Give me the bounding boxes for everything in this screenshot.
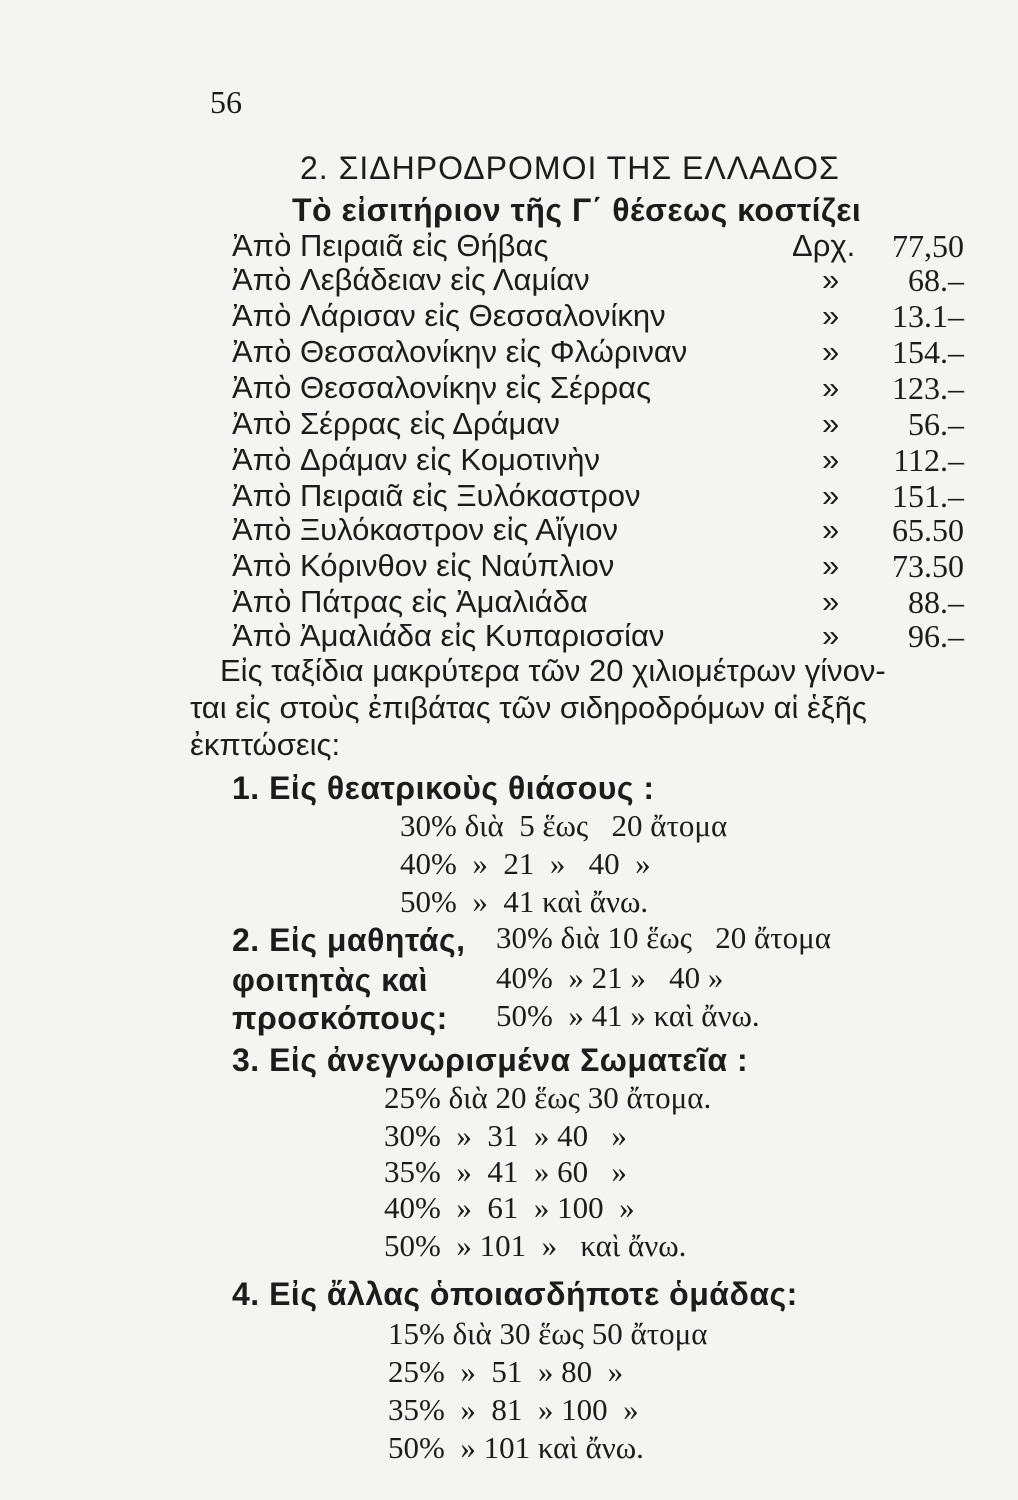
fare-row [232, 548, 964, 584]
page-number: 56 [210, 84, 242, 120]
fare-price: 112.– [893, 442, 964, 478]
fare-route: Πειραιᾶ εἰς Ξυλόκαστρον [300, 478, 641, 513]
discount-line: 15% διὰ 30 ἕως 50 ἄτομα [388, 1316, 708, 1351]
discount-line: 30% » 31 » 40 » [384, 1118, 627, 1153]
fare-currency: » [822, 406, 840, 441]
fare-currency: » [822, 584, 840, 619]
discount-intro-line: Εἰς ταξίδια μακρύτερα τῶν 20 χιλιομέτρων γίνον- [220, 653, 886, 688]
fare-from: Ἀπὸ [232, 478, 292, 513]
fare-row [232, 584, 964, 620]
fare-subtitle: Τὸ εἰσιτήριον τῆς Γ΄ θέσεως κοστίζει [292, 192, 862, 228]
fare-from: Ἀπὸ [232, 512, 292, 547]
group4-heading: 4. Εἰς ἄλλας ὁποιασδήποτε ὁμάδας: [232, 1276, 798, 1312]
fare-currency: » [822, 370, 840, 405]
fare-row [232, 512, 964, 548]
fare-from: Ἀπὸ [232, 618, 292, 653]
fare-currency: » [822, 478, 840, 513]
fare-route: Ἀμαλιάδα εἰς Κυπαρισσίαν [300, 618, 665, 653]
fare-currency: » [822, 262, 840, 297]
fare-from: Ἀπὸ [232, 228, 292, 263]
fare-route: Δράμαν εἰς Κομοτινὴν [300, 442, 600, 477]
discount-line: 50% » 101 » καὶ ἄνω. [384, 1228, 687, 1263]
fare-row [232, 370, 964, 406]
discount-line: 35% » 81 » 100 » [388, 1392, 639, 1427]
fare-row [232, 406, 964, 442]
fare-route: Πειραιᾶ εἰς Θήβας [300, 228, 549, 263]
group3-heading: 3. Εἰς ἀνεγνωρισμένα Σωματεῖα : [232, 1042, 749, 1078]
fare-price: 68.– [908, 262, 964, 298]
fare-route: Λάρισαν εἰς Θεσσαλονίκην [300, 298, 666, 333]
fare-price: 123.– [892, 370, 964, 406]
fare-route: Κόρινθον εἰς Ναύπλιον [300, 548, 615, 583]
fare-row [232, 262, 964, 298]
fare-row [232, 478, 964, 514]
fare-from: Ἀπὸ [232, 442, 292, 477]
group2-heading: 2. Εἰς μαθητάς, [232, 922, 466, 958]
discount-intro-line: ται εἰς στοὺς ἐπιβάτας τῶν σιδηροδρόμων αἱ ἑξῆς [190, 690, 867, 725]
fare-currency: » [822, 548, 840, 583]
group1-heading: 1. Εἰς θεατρικοὺς θιάσους : [232, 770, 655, 806]
fare-price: 73.50 [892, 548, 964, 584]
fare-from: Ἀπὸ [232, 298, 292, 333]
fare-currency: » [822, 298, 840, 333]
fare-currency: » [822, 334, 840, 369]
fare-row [232, 298, 964, 334]
fare-route: Ξυλόκαστρον εἰς Αἴγιον [300, 512, 619, 547]
fare-price: 77,50 [892, 228, 964, 264]
fare-price: 65.50 [892, 512, 964, 548]
discount-line: 35% » 41 » 60 » [384, 1154, 627, 1189]
fare-from: Ἀπὸ [232, 370, 292, 405]
discount-line: 50% » 101 καὶ ἄνω. [388, 1430, 644, 1465]
discount-line: 50% » 41 καὶ ἄνω. [400, 884, 649, 919]
fare-route: Σέρρας εἰς Δράμαν [300, 406, 560, 441]
fare-from: Ἀπὸ [232, 262, 292, 297]
group2-heading: προσκόπους: [232, 1000, 448, 1036]
discount-line: 50% » 41 » καὶ ἄνω. [496, 998, 760, 1033]
fare-from: Ἀπὸ [232, 548, 292, 583]
fare-from: Ἀπὸ [232, 406, 292, 441]
fare-route: Θεσσαλονίκην εἰς Σέρρας [300, 370, 652, 405]
discount-line: 40% » 61 » 100 » [384, 1190, 635, 1225]
fare-price: 13.1– [892, 298, 964, 334]
discount-line: 40% » 21 » 40 » [496, 960, 724, 995]
fare-currency: Δρχ. [792, 228, 856, 263]
discount-intro-line: ἐκπτώσεις: [190, 727, 341, 762]
fare-price: 96.– [908, 618, 964, 654]
fare-price: 56.– [908, 406, 964, 442]
discount-line: 40% » 21 » 40 » [400, 846, 651, 881]
section-title: 2. ΣΙΔΗΡΟΔΡΟΜΟΙ ΤΗΣ ΕΛΛΑΔΟΣ [300, 150, 840, 186]
fare-row [232, 442, 964, 478]
fare-from: Ἀπὸ [232, 334, 292, 369]
fare-route: Λεβάδειαν εἰς Λαμίαν [300, 262, 590, 297]
discount-line: 30% διὰ 10 ἕως 20 ἄτομα [496, 920, 832, 955]
discount-line: 25% διὰ 20 ἕως 30 ἄτομα. [384, 1080, 712, 1115]
fare-row [232, 618, 964, 654]
fare-currency: » [822, 442, 840, 477]
discount-line: 25% » 51 » 80 » [388, 1354, 624, 1389]
fare-currency: » [822, 618, 840, 653]
fare-row [232, 334, 964, 370]
fare-price: 88.– [908, 584, 964, 620]
group2-heading: φοιτητὰς καὶ [232, 962, 428, 998]
fare-currency: » [822, 512, 840, 547]
fare-route: Πάτρας εἰς Ἀμαλιάδα [300, 584, 588, 619]
fare-price: 151.– [892, 478, 964, 514]
fare-price: 154.– [892, 334, 964, 370]
fare-route: Θεσσαλονίκην εἰς Φλώριναν [300, 334, 688, 369]
fare-from: Ἀπὸ [232, 584, 292, 619]
discount-line: 30% διὰ 5 ἕως 20 ἄτομα [400, 808, 728, 843]
fare-row [232, 228, 964, 264]
